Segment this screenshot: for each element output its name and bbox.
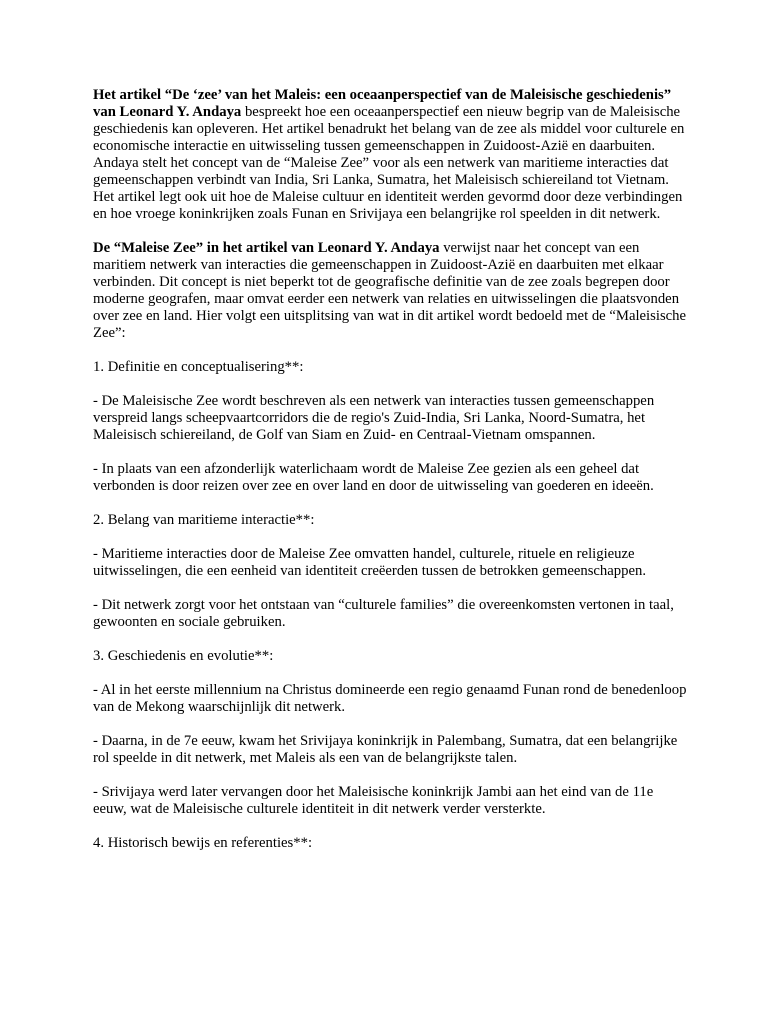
bullet-paragraph: - De Maleisische Zee wordt beschreven als een netwerk van interacties tussen gemeenschappen verspreid langs scheepvaartcorridors die de regio's Zuid-India, Sri Lanka, Noord-Sumatra, het Maleisisch schiereiland, de Golf van Siam en Zuid- en Centraal-Vietnam omspannen.: [93, 393, 655, 443]
heading-definitie: 1. Definitie en conceptualisering**:: [93, 359, 304, 375]
intro-paragraph: [93, 87, 688, 223]
bullet-paragraph: - Daarna, in de 7e eeuw, kwam het Srivijaya koninkrijk in Palembang, Sumatra, dat een belangrijke rol speelde in dit netwerk, met Maleis als een van de belangrijkste talen.: [93, 733, 678, 766]
bullet-paragraph: - Maritieme interacties door de Maleise Zee omvatten handel, culturele, rituele en religieuze uitwisselingen, die een eenheid van identiteit creëerden tussen de betrokken gemeenschappen.: [93, 546, 647, 579]
intro-body: bespreekt hoe een oceaanperspectief een nieuw begrip van de Maleisische geschiedenis kan opleveren. Het artikel benadrukt het belang van de zee als middel voor culturele en economische interactie en uitwisseling tussen gemeenschappen in Zuidoost-Azië en daarbuiten. Andaya stelt het concept van de “Maleise Zee” voor als een netwerk van maritieme interacties dat gemeenschappen verbindt van India, Sri Lanka, Sumatra, het Maleisisch schiereiland tot Vietnam. Het artikel legt ook uit hoe de Maleise cultuur en identiteit werden gevormd door deze verbindingen en hoe vroege koninkrijken zoals Funan en Srivijaya een belangrijke rol speelden in dit netwerk.: [93, 104, 685, 222]
section-paragraph: [93, 240, 688, 342]
bullet-paragraph: - Srivijaya werd later vervangen door het Maleisische koninkrijk Jambi aan het eind van de 11e eeuw, wat de Maleisische culturele identiteit in dit netwerk verder versterkte.: [93, 784, 654, 817]
bullet-paragraph: - Al in het eerste millennium na Christus domineerde een regio genaamd Funan rond de benedenloop van de Mekong waarschijnlijk dit netwerk.: [93, 682, 687, 715]
bullet-paragraph: - In plaats van een afzonderlijk waterlichaam wordt de Maleise Zee gezien als een geheel dat verbonden is door reizen over zee en over land en door de uitwisseling van goederen en ideeën.: [93, 461, 654, 494]
section-bold-title: De “Maleise Zee” in het artikel van Leonard Y. Andaya: [93, 240, 440, 256]
bullet-paragraph: - Dit netwerk zorgt voor het ontstaan van “culturele families” die overeenkomsten vertonen in taal, gewoonten en sociale gebruiken.: [93, 597, 674, 630]
heading-belang: 2. Belang van maritieme interactie**:: [93, 512, 315, 528]
heading-geschiedenis: 3. Geschiedenis en evolutie**:: [93, 648, 274, 664]
intro-bold-title: Het artikel “De ‘zee’ van het Maleis: een oceaanperspectief van de Maleisische geschiedenis” van Leonard Y. Andaya: [93, 87, 672, 120]
heading-historisch: 4. Historisch bewijs en referenties**:: [93, 835, 313, 851]
section-body: verwijst naar het concept van een maritiem netwerk van interacties die gemeenschappen in Zuidoost-Azië en daarbuiten met elkaar verbinden. Dit concept is niet beperkt tot de geografische definitie van de zee zoals begrepen door moderne geografen, maar omvat eerder een netwerk van relaties en uitwisselingen die plaatsvonden over zee en land. Hier volgt een uitsplitsing van wat in dit artikel wordt bedoeld met de “Maleisische Zee”:: [93, 240, 687, 341]
